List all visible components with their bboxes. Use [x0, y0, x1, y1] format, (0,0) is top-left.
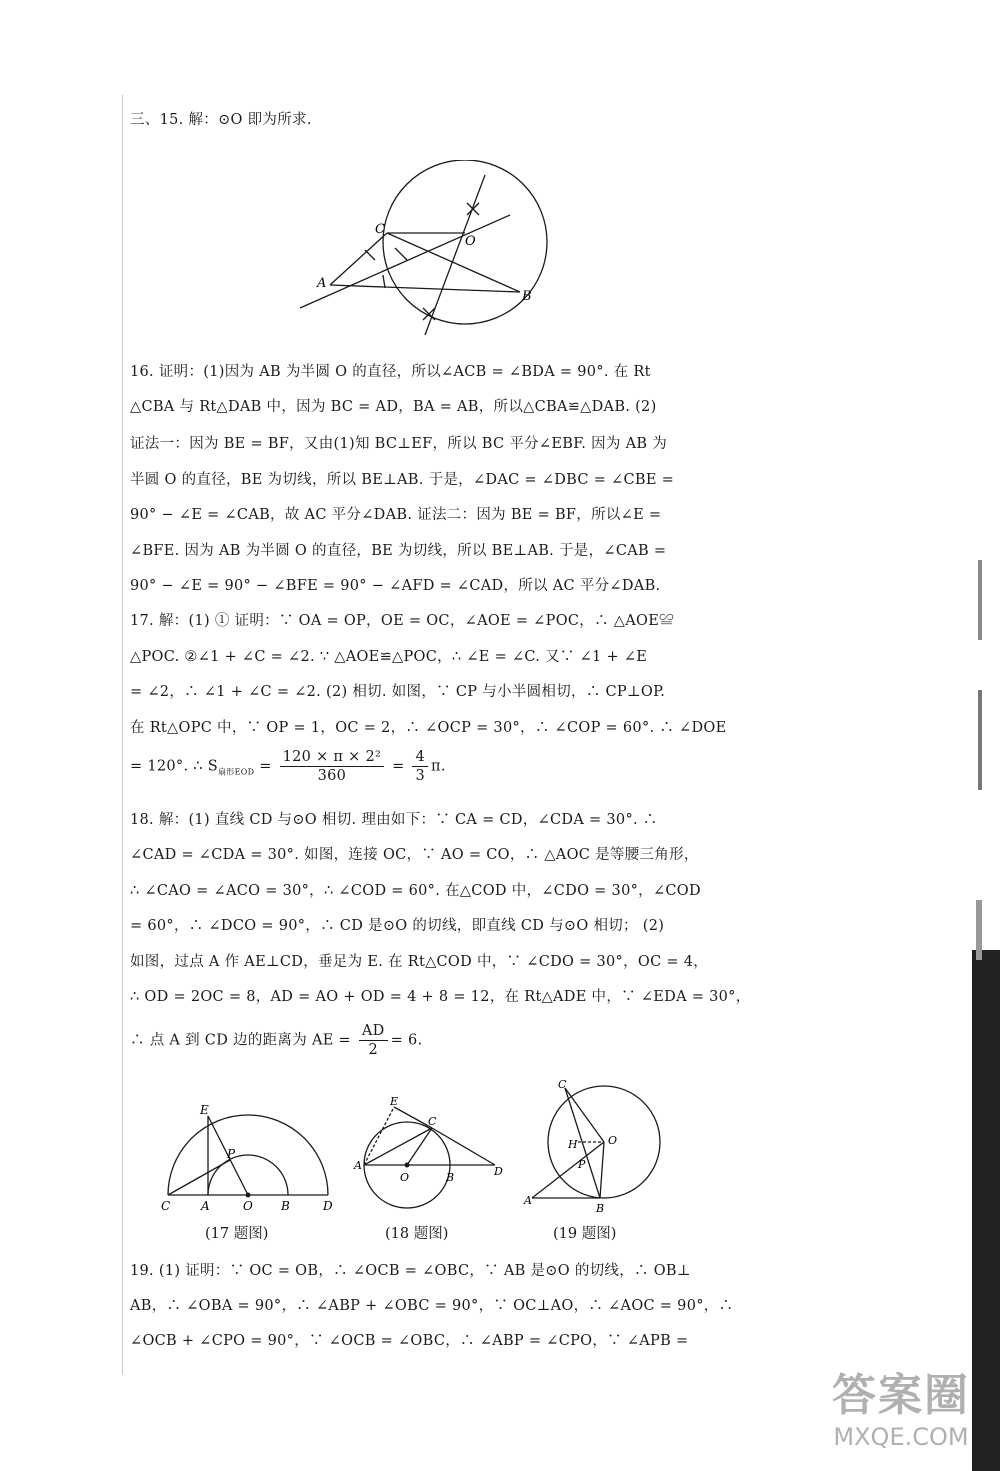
figure-19 — [520, 1080, 670, 1215]
svg-text:B: B — [596, 1202, 605, 1215]
text-line-19b: AB，∴ ∠OBA = 90°，∴ ∠ABP + ∠OBC = 90°，∵ OC⊥AO，∴ ∠AOC = 90°，∴ — [130, 1298, 734, 1314]
svg-text:C: C — [558, 1080, 567, 1091]
text-line-17e: = 120°. ∴ $S_{扇形EOD}$ = $\frac{\text{120 × π × 2²}}{360}$ = $\frac{4}{3}$ π. — [130, 749, 446, 784]
text-line-17c: = ∠2，∴ ∠1 + ∠C = ∠2. (2) 相切. 如图，∵ CP 与小半圆相切，∴ CP⊥OP. — [130, 684, 666, 700]
text-line-18e: 如图，过点 A 作 AE⊥CD，垂足为 E. 在 Rt△COD 中，∵ ∠CDO = 30°，OC = 4， — [130, 954, 709, 970]
caption-18: (18 题图) — [385, 1226, 449, 1242]
text-line-18d: = 60°，∴ ∠DCO = 90°，∴ CD 是⊙O 的切线，即直线 CD 与⊙O 相切； (2) — [130, 918, 665, 934]
text-line-18g: ∴ 点 A 到 CD 边的距离为 AE = $\frac{AD}{2}$ = 6. — [130, 1023, 423, 1058]
caption-19: (19 题图) — [553, 1226, 617, 1242]
text-line-16b: △CBA 与 Rt△DAB 中，因为 BC = AD，BA = AB，所以△CBA≌△DAB. (2) — [130, 399, 657, 415]
svg-text:B: B — [446, 1171, 455, 1184]
text-line-16c: 证法一：因为 BE = BF，又由(1)知 BC⊥EF，所以 BC 平分∠EBF. 因为 AB 为 — [130, 436, 668, 452]
svg-text:E: E — [390, 1095, 399, 1108]
text-line-16e: 90° − ∠E = ∠CAB，故 AC 平分∠DAB. 证法二：因为 BE = BF，所以∠E = — [130, 507, 662, 523]
svg-text:D: D — [323, 1199, 333, 1213]
svg-text:O: O — [400, 1171, 410, 1184]
watermark-logo: 答案圈 — [832, 1370, 970, 1421]
label-A: A — [317, 276, 327, 291]
svg-text:D: D — [494, 1165, 503, 1178]
fraction-area: $\frac{\text{120 × π × 2²}}{360}$ — [280, 748, 385, 785]
caption-17: (17 题图) — [205, 1226, 269, 1242]
svg-text:P: P — [578, 1158, 586, 1171]
text-line-17d: 在 Rt△OPC 中，∵ OP = 1，OC = 2，∴ ∠OCP = 30°，∴ ∠COP = 60°. ∴ ∠DOE — [130, 720, 727, 736]
page-left-border — [122, 95, 123, 1375]
svg-text:B: B — [281, 1199, 290, 1213]
svg-text:O: O — [243, 1199, 253, 1213]
fraction-4-3: $\frac{4}{3}$ — [412, 748, 428, 785]
svg-text:A: A — [354, 1159, 362, 1172]
text-line-18f: ∴ OD = 2OC = 8，AD = AO + OD = 4 + 8 = 12，在 Rt△ADE 中，∵ ∠EDA = 30°， — [130, 989, 751, 1005]
fraction-AD-2: $\frac{AD}{2}$ — [359, 1022, 388, 1059]
figure-15-construction — [295, 160, 555, 350]
label-B: B — [522, 289, 532, 304]
svg-text:C: C — [428, 1115, 437, 1128]
label-C: C — [375, 222, 385, 237]
text-line-17a: 17. 解：(1) ① 证明：∵ OA = OP，OE = OC，∠AOE = ∠POC，∴ △AOE≌ — [130, 613, 674, 629]
watermark-url: MXQE.COM — [833, 1423, 969, 1451]
svg-text:A: A — [201, 1199, 210, 1213]
svg-text:E: E — [200, 1103, 209, 1117]
label-O: O — [465, 234, 476, 249]
text-line-15: 三、15. 解：⊙O 即为所求. — [130, 112, 312, 128]
svg-text:H: H — [568, 1138, 578, 1151]
figure-17 — [155, 1100, 340, 1215]
text-line-16d: 半圆 O 的直径，BE 为切线，所以 BE⊥AB. 于是，∠DAC = ∠DBC = ∠CBE = — [130, 472, 675, 488]
watermark — [832, 1359, 970, 1451]
scan-edge-shadow — [850, 0, 1000, 1471]
text-line-16g: 90° − ∠E = 90° − ∠BFE = 90° − ∠AFD = ∠CAD，所以 AC 平分∠DAB. — [130, 578, 661, 594]
text-line-16a: 16. 证明：(1)因为 AB 为半圆 O 的直径，所以∠ACB = ∠BDA = 90°. 在 Rt — [130, 364, 651, 380]
text-line-18a: 18. 解：(1) 直线 CD 与⊙O 相切. 理由如下：∵ CA = CD，∠CDA = 30°. ∴ — [130, 812, 658, 828]
text-line-17b: △POC. ②∠1 + ∠C = ∠2. ∵ △AOE≌△POC，∴ ∠E = ∠C. 又∵ ∠1 + ∠E — [130, 649, 648, 665]
svg-text:C: C — [161, 1199, 171, 1213]
text-line-18c: ∴ ∠CAO = ∠ACO = 30°，∴ ∠COD = 60°. 在△COD 中，∠CDO = 30°，∠COD — [130, 883, 701, 899]
svg-text:O: O — [608, 1134, 618, 1147]
figure-18 — [350, 1095, 505, 1220]
text-line-18b: ∠CAD = ∠CDA = 30°. 如图，连接 OC，∵ AO = CO，∴ △AOC 是等腰三角形， — [130, 847, 699, 863]
svg-text:A: A — [524, 1194, 532, 1207]
svg-text:P: P — [227, 1147, 236, 1161]
text-line-19a: 19. (1) 证明：∵ OC = OB，∴ ∠OCB = ∠OBC，∵ AB 是⊙O 的切线，∴ OB⊥ — [130, 1263, 691, 1279]
text-line-19c: ∠OCB + ∠CPO = 90°，∵ ∠OCB = ∠OBC，∴ ∠ABP = ∠CPO，∵ ∠APB = — [130, 1333, 689, 1349]
text-line-16f: ∠BFE. 因为 AB 为半圆 O 的直径，BE 为切线，所以 BE⊥AB. 于是，∠CAB = — [130, 543, 667, 559]
